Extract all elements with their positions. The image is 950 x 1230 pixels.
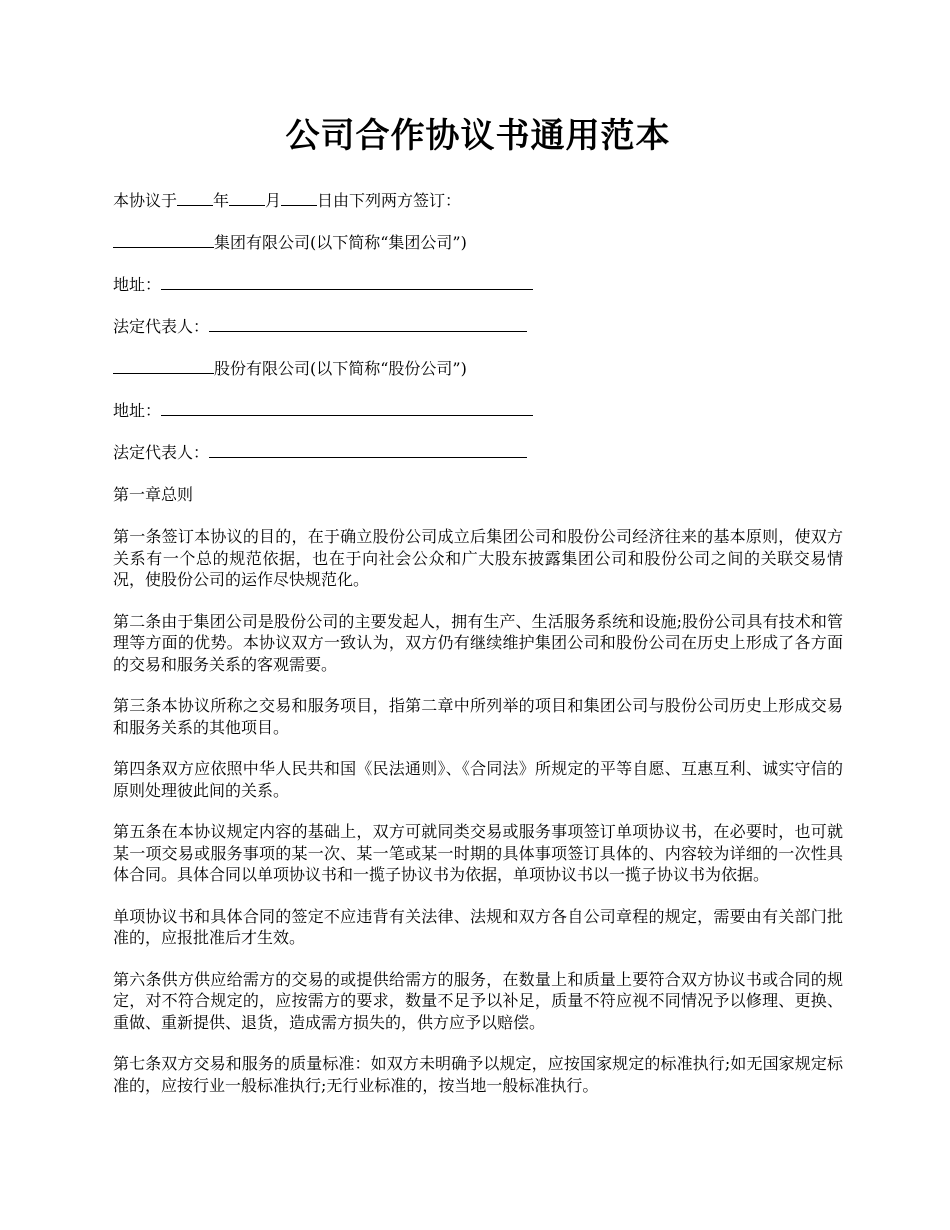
party-b-name-blank: [113, 358, 214, 374]
intro-prefix: 本协议于: [113, 191, 178, 210]
party-b-address-line: [113, 400, 843, 421]
party-a-name-line: [113, 232, 843, 253]
intro-month: 月: [265, 191, 282, 210]
party-a-address-blank: [161, 274, 533, 290]
paragraph-article-7: 第七条双方交易和服务的质量标准：如双方未明确予以规定，应按国家规定的标准执行;如无国家规定标准的，应按行业一般标准执行;无行业标准的，按当地一般标准执行。: [113, 1054, 843, 1095]
day-blank: [281, 190, 317, 206]
paragraph-article-4: 第四条双方应依照中华人民共和国《民法通则》、《合同法》所规定的平等自愿、互惠互利、诚实守信的原则处理彼此间的关系。: [113, 759, 843, 800]
party-a-address-line: [113, 274, 843, 295]
party-b-name-line: [113, 358, 843, 379]
party-b-address-label: 地址：: [113, 401, 162, 420]
chapter-heading: 第一章总则: [113, 485, 194, 504]
party-b-name: 股份有限公司(以下简称“股份公司”): [214, 359, 467, 378]
party-a-name-blank: [113, 232, 214, 248]
paragraph-article-3: 第三条本协议所称之交易和服务项目，指第二章中所列举的项目和集团公司与股份公司历史上形成交易和服务关系的其他项目。: [113, 696, 843, 737]
party-a-rep-label: 法定代表人：: [113, 317, 210, 336]
party-a-rep-line: [113, 316, 843, 337]
document-title: 公司合作协议书通用范本: [285, 116, 671, 156]
signing-date-line: [113, 190, 843, 211]
year-blank: [177, 190, 213, 206]
party-b-rep-blank: [209, 442, 527, 458]
month-blank: [229, 190, 265, 206]
party-b-rep-label: 法定代表人：: [113, 443, 210, 462]
intro-suffix: 日由下列两方签订：: [317, 191, 462, 210]
party-a-rep-blank: [209, 316, 527, 332]
paragraph-article-5: 第五条在本协议规定内容的基础上，双方可就同类交易或服务事项签订单项协议书，在必要时，也可就某一项交易或服务事项的某一次、某一笔或某一时期的具体事项签订具体的、内容较为详细的一次性具体合同。具体合同以单项协议书和一揽子协议书为依据，单项协议书以一揽子协议书为依据。: [113, 822, 843, 884]
paragraph-article-2: 第二条由于集团公司是股份公司的主要发起人，拥有生产、生活服务系统和设施;股份公司具有技术和管理等方面的优势。本协议双方一致认为，双方仍有继续维护集团公司和股份公司在历史上形成了各方面的交易和服务关系的客观需要。: [113, 611, 843, 674]
paragraph-article-5-note: 单项协议书和具体合同的签定不应违背有关法律、法规和双方各自公司章程的规定，需要由有关部门批准的，应报批准后才生效。: [113, 906, 843, 947]
paragraph-article-6: 第六条供方供应给需方的交易的或提供给需方的服务，在数量上和质量上要符合双方协议书或合同的规定，对不符合规定的，应按需方的要求，数量不足予以补足，质量不符应视不同情况予以修理、更换、重做、重新提供、退货，造成需方损失的，供方应予以赔偿。: [113, 969, 843, 1032]
party-b-address-blank: [161, 400, 533, 416]
document-page: [113, 112, 843, 1116]
paragraph-article-1: 第一条签订本协议的目的，在于确立股份公司成立后集团公司和股份公司经济往来的基本原则，使双方关系有一个总的规范依据，也在于向社会公众和广大股东披露集团公司和股份公司之间的关联交易情况，使股份公司的运作尽快规范化。: [113, 527, 843, 589]
party-a-name: 集团有限公司(以下简称“集团公司”): [214, 233, 467, 252]
intro-year: 年: [213, 191, 230, 210]
party-a-address-label: 地址：: [113, 275, 162, 294]
party-b-rep-line: [113, 442, 843, 463]
